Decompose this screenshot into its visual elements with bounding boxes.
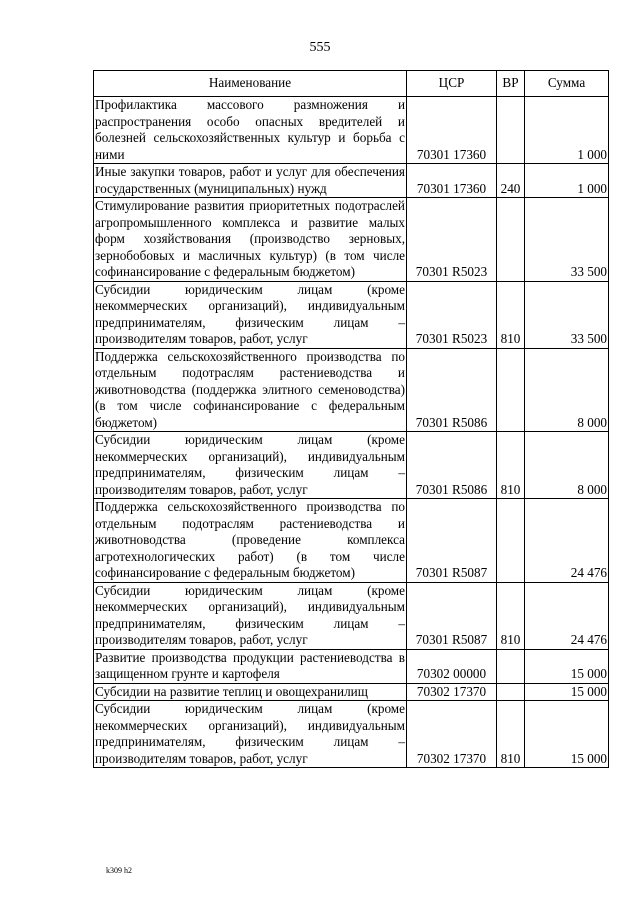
row-vr: 810 (497, 432, 525, 499)
row-sum: 1 000 (525, 97, 609, 164)
budget-table (93, 70, 609, 768)
row-sum: 8 000 (525, 432, 609, 499)
row-vr: 810 (497, 701, 525, 768)
table-body (94, 97, 609, 768)
row-csr: 70301 R5023 (407, 198, 497, 282)
row-name: Стимулирование развития приоритетных подотраслей агропромышленного комплекса и развитие малых форм хозяйствования (производство зерновых, зернобобовых и масличных культур) (в том числе софинансирование с федеральным бюджетом) (95, 198, 405, 279)
row-vr (497, 348, 525, 432)
table-row (94, 499, 609, 583)
row-csr: 70301 R5086 (407, 432, 497, 499)
table-row (94, 348, 609, 432)
row-csr: 70301 17360 (407, 164, 497, 198)
column-header-csr: ЦСР (407, 71, 497, 97)
row-vr (497, 649, 525, 683)
row-csr: 70301 R5087 (407, 499, 497, 583)
row-name: Субсидии юридическим лицам (кроме некоммерческих организаций), индивидуальным предпринимателям, физическим лицам – производителям товаров, работ, услуг (95, 281, 405, 346)
row-sum: 1 000 (525, 164, 609, 198)
row-vr (497, 97, 525, 164)
table-row (94, 281, 609, 348)
row-sum: 24 476 (525, 582, 609, 649)
column-header-sum: Сумма (525, 71, 609, 97)
row-csr: 70301 R5087 (407, 582, 497, 649)
row-csr: 70301 17360 (407, 97, 497, 164)
row-name: Субсидии юридическим лицам (кроме некоммерческих организаций), индивидуальным предпринимателям, физическим лицам – производителям товаров, работ, услуг (95, 701, 405, 766)
row-vr (497, 683, 525, 701)
row-name: Иные закупки товаров, работ и услуг для обеспечения государственных (муниципальных) нужд (95, 164, 405, 196)
table-row (94, 432, 609, 499)
row-csr: 70302 17370 (407, 701, 497, 768)
row-csr: 70302 17370 (407, 683, 497, 701)
table-row (94, 198, 609, 282)
row-name: Развитие производства продукции растениеводства в защищенном грунте и картофеля (95, 649, 405, 681)
row-sum: 24 476 (525, 499, 609, 583)
row-sum: 33 500 (525, 281, 609, 348)
page-number: 555 (309, 40, 331, 55)
row-vr (497, 499, 525, 583)
row-vr: 810 (497, 281, 525, 348)
row-sum: 15 000 (525, 701, 609, 768)
row-vr: 240 (497, 164, 525, 198)
table-row (94, 97, 609, 164)
row-name: Субсидии на развитие теплиц и овощехранилищ (94, 683, 407, 701)
column-header-vr: ВР (497, 71, 525, 97)
row-name: Поддержка сельскохозяйственного производства по отдельным подотраслям растениеводства и животноводства (поддержка элитного семеноводства) (в том числе софинансирование с федеральным бюджетом) (95, 348, 405, 430)
table-row (94, 683, 609, 701)
row-name: Субсидии юридическим лицам (кроме некоммерческих организаций), индивидуальным предпринимателям, физическим лицам – производителям товаров, работ, услуг (95, 432, 405, 497)
row-name: Субсидии юридическим лицам (кроме некоммерческих организаций), индивидуальным предпринимателям, физическим лицам – производителям товаров, работ, услуг (95, 582, 405, 647)
row-sum: 33 500 (525, 198, 609, 282)
row-vr: 810 (497, 582, 525, 649)
row-vr (497, 198, 525, 282)
row-csr: 70302 00000 (407, 649, 497, 683)
table-row (94, 701, 609, 768)
column-header-name: Наименование (94, 71, 407, 97)
row-sum: 8 000 (525, 348, 609, 432)
row-sum: 15 000 (525, 683, 609, 701)
table-header-row (94, 71, 609, 97)
row-csr: 70301 R5023 (407, 281, 497, 348)
footer-code: k309 h2 (106, 866, 132, 875)
row-name: Поддержка сельскохозяйственного производства по отдельным подотраслям растениеводства и животноводства (проведение комплекса агротехнологических работ) (в том числе софинансирование с федеральным бюджетом) (95, 499, 405, 580)
table-row (94, 582, 609, 649)
table-row (94, 649, 609, 683)
row-name: Профилактика массового размножения и распространения особо опасных вредителей и болезней сельскохозяйственных культур и борьба с ними (95, 97, 405, 162)
row-csr: 70301 R5086 (407, 348, 497, 432)
table-row (94, 164, 609, 198)
row-sum: 15 000 (525, 649, 609, 683)
